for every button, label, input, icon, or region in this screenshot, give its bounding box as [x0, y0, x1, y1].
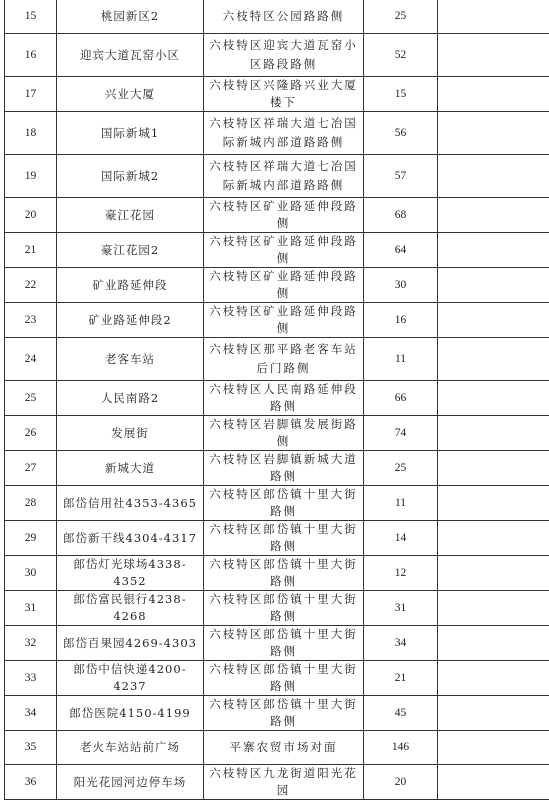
- spot-count-cell: [364, 731, 438, 765]
- location-text: 六枝特区祥瑞大道七冶国际新城内部道路路侧: [204, 155, 363, 197]
- site-name-cell: [57, 381, 204, 416]
- site-name-cell: [57, 303, 204, 338]
- row-number-text: 36: [25, 776, 37, 788]
- row-number-text: 21: [25, 244, 37, 256]
- location-cell: [204, 451, 364, 486]
- site-name-text: 郎岱富民银行4238-4268: [73, 592, 186, 623]
- site-name-cell: [57, 731, 204, 765]
- table-row: [5, 77, 549, 112]
- spot-count-text: 45: [395, 707, 407, 719]
- site-name-cell: [57, 268, 204, 303]
- location-text: 六枝特区郎岱镇十里大街路侧: [209, 662, 358, 693]
- table-row: [5, 486, 549, 521]
- row-number-cell: [5, 661, 57, 696]
- spot-count-text: 57: [395, 170, 407, 182]
- row-number-text: 22: [25, 279, 37, 291]
- location-cell: [204, 556, 364, 591]
- site-name-text: 老客车站: [105, 352, 155, 366]
- spot-count-text: 25: [395, 462, 407, 474]
- row-number-text: 23: [25, 314, 37, 326]
- location-cell: [204, 521, 364, 556]
- site-name-cell: [57, 112, 204, 155]
- row-number-cell: [5, 765, 57, 800]
- location-text: 六枝特区郎岱镇十里大街路侧: [209, 697, 358, 728]
- site-name-text: 矿业路延伸段: [93, 278, 168, 292]
- location-cell: [204, 381, 364, 416]
- row-number-cell: [5, 696, 57, 731]
- row-number-cell: [5, 198, 57, 233]
- spot-count-cell: [364, 338, 438, 381]
- row-number-text: 18: [25, 127, 37, 139]
- row-number-cell: [5, 112, 57, 155]
- site-name-cell: [57, 696, 204, 731]
- location-cell: [204, 198, 364, 233]
- spot-count-cell: [364, 416, 438, 451]
- location-cell: [204, 486, 364, 521]
- spot-count-cell: [364, 591, 438, 626]
- site-name-text: 郎岱信用社4353-4365: [63, 496, 197, 510]
- row-number-cell: [5, 591, 57, 626]
- location-text: 六枝特区祥瑞大道七冶国际新城内部道路路侧: [204, 112, 363, 154]
- site-name-cell: [57, 661, 204, 696]
- blank-cell: [438, 416, 549, 451]
- blank-cell: [438, 155, 549, 198]
- spot-count-text: 146: [392, 741, 409, 753]
- spot-count-cell: [364, 233, 438, 268]
- spot-count-text: 12: [395, 567, 407, 579]
- spot-count-text: 20: [395, 776, 407, 788]
- spot-count-text: 74: [395, 427, 407, 439]
- row-number-text: 26: [25, 427, 37, 439]
- row-number-cell: [5, 268, 57, 303]
- spot-count-cell: [364, 521, 438, 556]
- spot-count-cell: [364, 34, 438, 77]
- spot-count-text: 21: [395, 672, 407, 684]
- site-name-text: 阳光花园河边停车场: [74, 775, 187, 789]
- blank-cell: [438, 731, 549, 765]
- blank-cell: [438, 381, 549, 416]
- spot-count-cell: [364, 765, 438, 800]
- blank-cell: [438, 661, 549, 696]
- row-number-cell: [5, 521, 57, 556]
- row-number-text: 31: [25, 602, 37, 614]
- table-row: [5, 112, 549, 155]
- spot-count-text: 34: [395, 637, 407, 649]
- spot-count-text: 14: [395, 532, 407, 544]
- row-number-cell: [5, 155, 57, 198]
- location-text: 六枝特区人民南路延伸段路侧: [209, 382, 358, 413]
- location-text: 六枝特区岩脚镇新城大道路侧: [209, 452, 358, 483]
- location-text: 六枝特区郎岱镇十里大街路侧: [209, 522, 358, 553]
- row-number-text: 15: [25, 10, 37, 22]
- row-number-cell: [5, 338, 57, 381]
- row-number-text: 33: [25, 672, 37, 684]
- row-number-cell: [5, 77, 57, 112]
- location-cell: [204, 338, 364, 381]
- spot-count-cell: [364, 77, 438, 112]
- spot-count-text: 16: [395, 314, 407, 326]
- blank-cell: [438, 626, 549, 661]
- location-text: 六枝特区郎岱镇十里大街路侧: [209, 487, 358, 518]
- table-row: [5, 661, 549, 696]
- location-cell: [204, 268, 364, 303]
- location-text: 六枝特区那平路老客车站后门路侧: [204, 338, 363, 380]
- site-name-cell: [57, 556, 204, 591]
- spot-count-cell: [364, 198, 438, 233]
- row-number-text: 34: [25, 707, 37, 719]
- site-name-text: 新城大道: [105, 461, 155, 475]
- site-name-text: 豪江花园2: [101, 243, 159, 257]
- table-row: [5, 381, 549, 416]
- site-name-cell: [57, 338, 204, 381]
- spot-count-cell: [364, 381, 438, 416]
- site-name-text: 郎岱灯光球场4338-4352: [73, 557, 186, 588]
- blank-cell: [438, 486, 549, 521]
- row-number-cell: [5, 381, 57, 416]
- site-name-cell: [57, 155, 204, 198]
- location-text: 六枝特区矿业路延伸段路侧: [209, 269, 358, 300]
- blank-cell: [438, 591, 549, 626]
- site-name-cell: [57, 521, 204, 556]
- parking-table: [4, 0, 549, 800]
- site-name-text: 老火车站站前广场: [80, 740, 180, 754]
- spot-count-text: 68: [395, 209, 407, 221]
- table-row: [5, 34, 549, 77]
- location-cell: [204, 303, 364, 338]
- location-text: 六枝特区郎岱镇十里大街路侧: [209, 592, 358, 623]
- table-row: [5, 268, 549, 303]
- location-text: 六枝特区郎岱镇十里大街路侧: [209, 557, 358, 588]
- site-name-cell: [57, 233, 204, 268]
- spot-count-cell: [364, 0, 438, 34]
- location-text: 六枝特区公园路路侧: [223, 9, 345, 23]
- location-cell: [204, 696, 364, 731]
- location-cell: [204, 661, 364, 696]
- site-name-text: 郎岱医院4150-4199: [69, 706, 190, 720]
- site-name-text: 矿业路延伸段2: [88, 313, 171, 327]
- row-number-cell: [5, 416, 57, 451]
- row-number-cell: [5, 303, 57, 338]
- spot-count-cell: [364, 661, 438, 696]
- spot-count-text: 11: [395, 497, 406, 509]
- site-name-text: 国际新城2: [101, 169, 159, 183]
- site-name-cell: [57, 765, 204, 800]
- location-text: 六枝特区九龙街道阳光花园: [209, 766, 358, 797]
- location-cell: [204, 155, 364, 198]
- table-row: [5, 416, 549, 451]
- spot-count-cell: [364, 155, 438, 198]
- site-name-text: 豪江花园: [105, 208, 155, 222]
- location-text: 六枝特区矿业路延伸段路侧: [209, 304, 358, 335]
- row-number-text: 35: [25, 741, 37, 753]
- row-number-cell: [5, 451, 57, 486]
- row-number-cell: [5, 34, 57, 77]
- blank-cell: [438, 233, 549, 268]
- row-number-cell: [5, 731, 57, 765]
- blank-cell: [438, 451, 549, 486]
- site-name-cell: [57, 591, 204, 626]
- location-text: 六枝特区迎宾大道瓦窑小区路段路侧: [204, 34, 363, 76]
- row-number-text: 17: [25, 88, 37, 100]
- table-row: [5, 338, 549, 381]
- table-row: [5, 155, 549, 198]
- spot-count-text: 15: [395, 88, 407, 100]
- row-number-cell: [5, 0, 57, 34]
- site-name-cell: [57, 0, 204, 34]
- spot-count-cell: [364, 112, 438, 155]
- location-cell: [204, 765, 364, 800]
- blank-cell: [438, 696, 549, 731]
- blank-cell: [438, 112, 549, 155]
- table-row: [5, 591, 549, 626]
- row-number-text: 20: [25, 209, 37, 221]
- site-name-text: 人民南路2: [101, 391, 159, 405]
- spot-count-text: 25: [395, 10, 407, 22]
- row-number-text: 30: [25, 567, 37, 579]
- blank-cell: [438, 338, 549, 381]
- table-row: [5, 731, 549, 765]
- row-number-cell: [5, 556, 57, 591]
- site-name-text: 兴业大厦: [105, 87, 155, 101]
- row-number-text: 16: [25, 49, 37, 61]
- table-row: [5, 198, 549, 233]
- table-body: [5, 0, 549, 800]
- location-text: 六枝特区兴隆路兴业大厦楼下: [209, 78, 358, 109]
- table-row: [5, 451, 549, 486]
- location-cell: [204, 34, 364, 77]
- location-text: 六枝特区矿业路延伸段路侧: [209, 234, 358, 265]
- location-cell: [204, 591, 364, 626]
- spot-count-text: 30: [395, 279, 407, 291]
- blank-cell: [438, 765, 549, 800]
- site-name-cell: [57, 451, 204, 486]
- row-number-text: 25: [25, 392, 37, 404]
- row-number-cell: [5, 233, 57, 268]
- blank-cell: [438, 268, 549, 303]
- site-name-cell: [57, 416, 204, 451]
- location-text: 六枝特区郎岱镇十里大街路侧: [209, 627, 358, 658]
- blank-cell: [438, 34, 549, 77]
- row-number-text: 32: [25, 637, 37, 649]
- site-name-text: 发展街: [111, 426, 149, 440]
- table-row: [5, 696, 549, 731]
- location-text: 平寨农贸市场对面: [230, 740, 338, 754]
- site-name-cell: [57, 34, 204, 77]
- blank-cell: [438, 77, 549, 112]
- blank-cell: [438, 303, 549, 338]
- table-row: [5, 556, 549, 591]
- location-cell: [204, 77, 364, 112]
- location-cell: [204, 416, 364, 451]
- spot-count-cell: [364, 696, 438, 731]
- site-name-text: 迎宾大道瓦窑小区: [80, 48, 180, 62]
- site-name-cell: [57, 77, 204, 112]
- site-name-text: 郎岱中信快递4200-4237: [73, 662, 186, 693]
- spot-count-text: 66: [395, 392, 407, 404]
- site-name-cell: [57, 198, 204, 233]
- location-cell: [204, 0, 364, 34]
- table-row: [5, 626, 549, 661]
- spot-count-cell: [364, 451, 438, 486]
- spot-count-text: 31: [395, 602, 407, 614]
- spot-count-text: 11: [395, 353, 406, 365]
- site-name-text: 郎岱新干线4304-4317: [63, 531, 197, 545]
- row-number-text: 27: [25, 462, 37, 474]
- location-cell: [204, 731, 364, 765]
- site-name-text: 桃园新区2: [101, 9, 159, 23]
- row-number-text: 24: [25, 353, 37, 365]
- blank-cell: [438, 556, 549, 591]
- spot-count-cell: [364, 486, 438, 521]
- row-number-text: 19: [25, 170, 37, 182]
- spot-count-cell: [364, 556, 438, 591]
- site-name-cell: [57, 486, 204, 521]
- row-number-text: 28: [25, 497, 37, 509]
- location-cell: [204, 233, 364, 268]
- row-number-text: 29: [25, 532, 37, 544]
- spot-count-cell: [364, 626, 438, 661]
- location-cell: [204, 626, 364, 661]
- row-number-cell: [5, 486, 57, 521]
- table-row: [5, 303, 549, 338]
- spot-count-text: 56: [395, 127, 407, 139]
- blank-cell: [438, 521, 549, 556]
- table-row: [5, 521, 549, 556]
- spot-count-text: 64: [395, 244, 407, 256]
- location-cell: [204, 112, 364, 155]
- table-row: [5, 233, 549, 268]
- spot-count-cell: [364, 268, 438, 303]
- site-name-text: 郎岱百果园4269-4303: [63, 636, 197, 650]
- site-name-text: 国际新城1: [101, 126, 159, 140]
- location-text: 六枝特区岩脚镇发展街路侧: [209, 417, 358, 448]
- spot-count-text: 52: [395, 49, 407, 61]
- row-number-cell: [5, 626, 57, 661]
- table-row: [5, 765, 549, 800]
- location-text: 六枝特区矿业路延伸段路侧: [209, 199, 358, 230]
- spot-count-cell: [364, 303, 438, 338]
- blank-cell: [438, 198, 549, 233]
- site-name-cell: [57, 626, 204, 661]
- blank-cell: [438, 0, 549, 34]
- table-row: [5, 0, 549, 34]
